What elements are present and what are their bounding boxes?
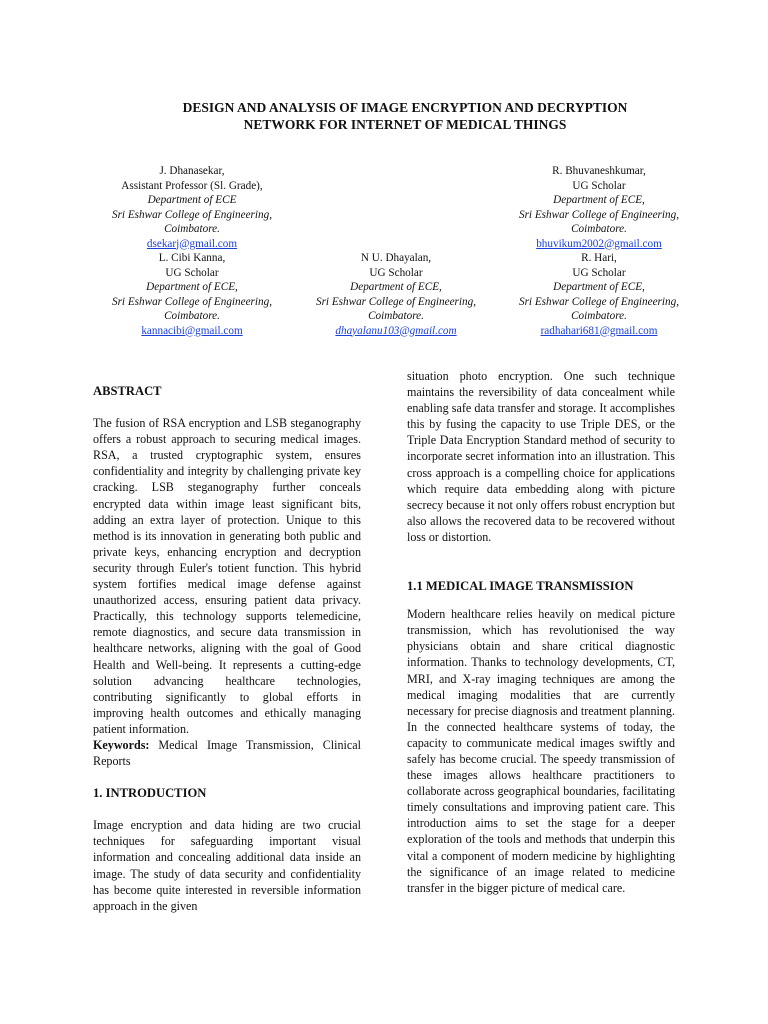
author-college: Sri Eshwar College of Engineering, [111, 208, 273, 221]
keywords-label: Keywords: [93, 737, 150, 752]
author-block-hari [484, 251, 714, 338]
introduction-heading: 1. INTRODUCTION [93, 786, 207, 801]
author-college: Sri Eshwar College of Engineering, [518, 208, 680, 221]
right-column [407, 368, 675, 896]
author-email-link[interactable]: radhahari681@gmail.com [540, 324, 658, 337]
author-role: UG Scholar [572, 179, 626, 192]
introduction-body: Image encryption and data hiding are two crucial techniques for safeguarding important visual information and concealing additional data inside an image. The study of data security and confidentiality has become quite interested in reversible information approach in the given [93, 818, 361, 913]
author-email-link[interactable]: kannacibi@gmail.com [141, 324, 243, 337]
author-city: Coimbatore. [571, 310, 627, 322]
author-email-link[interactable]: dsekarj@gmail.com [146, 237, 238, 250]
author-role: UG Scholar [572, 266, 626, 279]
author-city: Coimbatore. [571, 223, 627, 235]
introduction-continued: situation photo encryption. One such technique maintains the reversibility of data concealment while enabling safe data transfer and storage. It accomplishes this by fusing the capacity to use Triple DES, or the Triple Data Encryption Standard method of security to incorporate secret information into an illustration. This cross approach is a compelling choice for applications which require data embedding along with picture secrecy because it not only offers robust encryption but also allows the recovered data to be recovered without loss or distortion. [407, 369, 675, 544]
author-name: L. Cibi Kanna, [158, 252, 226, 264]
title-line-1: DESIGN AND ANALYSIS OF IMAGE ENCRYPTION AND DECRYPTION [182, 100, 628, 115]
paper-title [60, 99, 750, 133]
author-block-bhuvaneshkumar [484, 164, 714, 251]
author-college: Sri Eshwar College of Engineering, [518, 295, 680, 308]
author-name: R. Hari, [581, 252, 617, 264]
author-dept: Department of ECE, [553, 281, 645, 293]
author-email-link[interactable]: dhayalanu103@gmail.com [335, 324, 457, 337]
author-dept: Department of ECE [147, 194, 237, 206]
author-city: Coimbatore. [164, 310, 220, 322]
author-dept: Department of ECE, [146, 281, 238, 293]
keywords-text: Medical Image Transmission, Clinical Reports [93, 737, 361, 769]
author-role: Assistant Professor (Sl. Grade), [121, 179, 263, 192]
abstract-body: The fusion of RSA encryption and LSB steganography offers a robust approach to securing medical images. RSA, a trusted cryptographic system, ensures confidentiality and integrity by challenging private key cracking. LSB steganography further conceals encrypted data within image least significant bits, adding an extra layer of protection. Unique to this method is its innovation in generating both public and private keys, enhancing encryption and decryption security through Euler's totient function. This hybrid system fortifies medical image defense against unauthorized access, ensuring patient data privacy. Practically, this technology supports telemedicine, remote diagnostics, and secure data transmission in healthcare networks, aligning with the goal of Good Health and Well-being. It represents a cutting-edge solution advancing healthcare technologies, contributing significantly to global efforts in improving health outcomes and ethically managing patient information. [93, 416, 361, 736]
abstract-heading: ABSTRACT [93, 384, 162, 398]
author-city: Coimbatore. [164, 223, 220, 235]
author-email-link[interactable]: bhuvikum2002@gmail.com [536, 237, 662, 250]
keywords-line [93, 737, 361, 769]
section-1-1-heading: 1.1 MEDICAL IMAGE TRANSMISSION [407, 579, 634, 594]
author-dept: Department of ECE, [553, 194, 645, 206]
author-name: J. Dhanasekar, [159, 165, 225, 177]
author-city: Coimbatore. [368, 310, 424, 322]
author-role: UG Scholar [369, 266, 423, 279]
author-name: R. Bhuvaneshkumar, [552, 165, 646, 177]
author-name: N U. Dhayalan, [360, 252, 432, 264]
author-dept: Department of ECE, [350, 281, 442, 293]
author-block-dhanasekar [77, 164, 307, 251]
left-column [93, 383, 361, 914]
author-college: Sri Eshwar College of Engineering, [111, 295, 273, 308]
title-line-2: NETWORK FOR INTERNET OF MEDICAL THINGS [243, 117, 567, 132]
section-1-1-body: Modern healthcare relies heavily on medical picture transmission, which has revolutionised the way physicians obtain and share critical diagnostic information. Thanks to technology developments, CT, MRI, and X-ray imaging techniques are among the medical imaging modalities that are currently necessary for precise diagnosis and treatment planning. In the connected healthcare systems of today, the capacity to communicate medical images swiftly and safely has become crucial. The speedy transmission of these images allows healthcare practitioners to collaborate across geographical boundaries, facilitating timely consultations and improving patient care. This introduction aims to set the stage for a deeper exploration of the tools and methods that underpin this vital a component of modern medicine by highlighting the significance of an image related to medicine transfer in the bigger picture of medical care. [407, 607, 675, 895]
author-block-cibi-kanna [77, 251, 307, 338]
author-role: UG Scholar [165, 266, 219, 279]
author-college: Sri Eshwar College of Engineering, [315, 295, 477, 308]
author-block-dhayalan [281, 251, 511, 338]
